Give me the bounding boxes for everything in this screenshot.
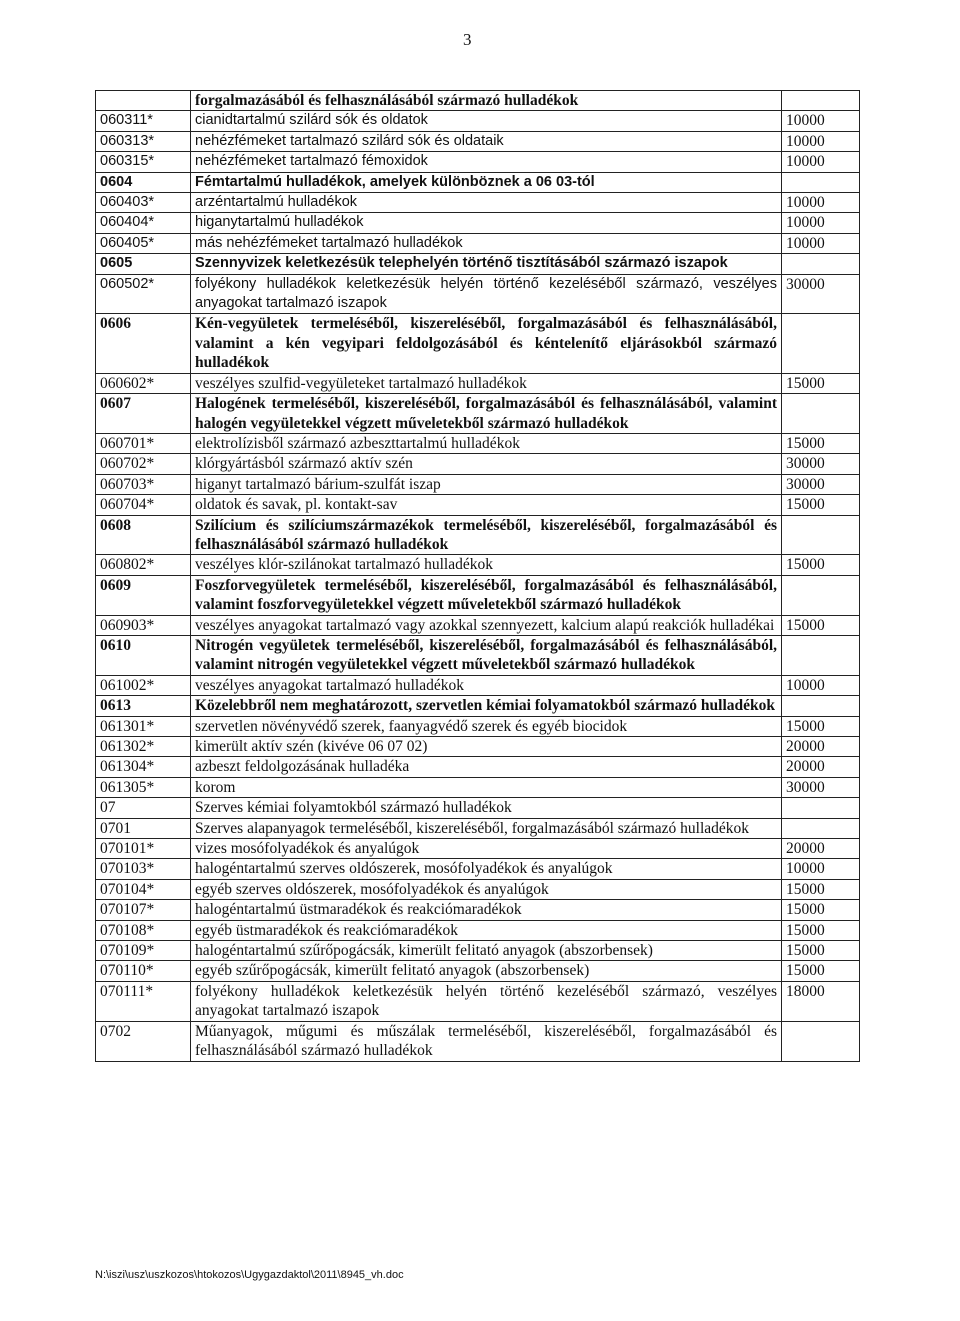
amount-cell: 20000	[782, 839, 860, 859]
amount-cell: 10000	[782, 233, 860, 253]
amount-cell	[782, 172, 860, 192]
amount-cell: 15000	[782, 615, 860, 635]
amount-cell	[782, 575, 860, 615]
table-row	[96, 1021, 860, 1061]
amount-cell: 15000	[782, 879, 860, 899]
table-row	[96, 454, 860, 474]
waste-code-cell: 060315*	[96, 152, 191, 172]
waste-code-cell: 0604	[96, 172, 191, 192]
table-row	[96, 981, 860, 1021]
table-row	[96, 254, 860, 274]
amount-cell: 10000	[782, 111, 860, 131]
waste-code-cell: 070101*	[96, 839, 191, 859]
description-cell: más nehézfémeket tartalmazó hulladékok	[191, 233, 782, 253]
table-row	[96, 675, 860, 695]
table-row	[96, 373, 860, 393]
table-row	[96, 961, 860, 981]
description-cell: Közelebbről nem meghatározott, szervetlen kémiai folyamatokból származó hulladékok	[191, 696, 782, 716]
table-row	[96, 696, 860, 716]
table-row	[96, 635, 860, 675]
table-row	[96, 818, 860, 838]
description-cell: egyéb szerves oldószerek, mosófolyadékok és anyalúgok	[191, 879, 782, 899]
waste-code-cell: 070107*	[96, 900, 191, 920]
table-row	[96, 193, 860, 213]
amount-cell	[782, 818, 860, 838]
table-row	[96, 777, 860, 797]
description-cell: azbeszt feldolgozásának hulladéka	[191, 757, 782, 777]
waste-code-cell: 060602*	[96, 373, 191, 393]
description-cell: Szerves kémiai folyamtokból származó hulladékok	[191, 798, 782, 818]
waste-code-cell: 070108*	[96, 920, 191, 940]
amount-cell: 10000	[782, 675, 860, 695]
description-cell: veszélyes klór-szilánokat tartalmazó hulladékok	[191, 555, 782, 575]
waste-code-cell: 060903*	[96, 615, 191, 635]
waste-code-cell: 061305*	[96, 777, 191, 797]
waste-code-cell	[96, 91, 191, 111]
waste-code-cell: 061301*	[96, 716, 191, 736]
table-row	[96, 131, 860, 151]
amount-cell	[782, 254, 860, 274]
table-row	[96, 495, 860, 515]
description-cell: veszélyes szulfid-vegyületeket tartalmazó hulladékok	[191, 373, 782, 393]
description-cell: nehézfémeket tartalmazó szilárd sók és oldataik	[191, 131, 782, 151]
description-cell: szervetlen növényvédő szerek, faanyagvédő szerek és egyéb biocidok	[191, 716, 782, 736]
amount-cell	[782, 635, 860, 675]
amount-cell: 15000	[782, 900, 860, 920]
amount-cell	[782, 394, 860, 434]
waste-code-table	[95, 90, 860, 1062]
description-cell: Fémtartalmú hulladékok, amelyek különböznek a 06 03-tól	[191, 172, 782, 192]
amount-cell	[782, 1021, 860, 1061]
description-cell: veszélyes anyagokat tartalmazó hulladékok	[191, 675, 782, 695]
description-cell: korom	[191, 777, 782, 797]
waste-code-cell: 060704*	[96, 495, 191, 515]
description-cell: forgalmazásából és felhasználásából származó hulladékok	[191, 91, 782, 111]
table-row	[96, 859, 860, 879]
amount-cell	[782, 696, 860, 716]
description-cell: nehézfémeket tartalmazó fémoxidok	[191, 152, 782, 172]
table-row	[96, 172, 860, 192]
amount-cell: 30000	[782, 777, 860, 797]
description-cell: Szennyvizek keletkezésük telephelyén történő tisztításából származó iszapok	[191, 254, 782, 274]
table-row	[96, 615, 860, 635]
description-cell: Halogének termeléséből, kiszereléséből, forgalmazásából és felhasználásából, valamint halogén vegyületekkel végzett műveletekből származó hulladékok	[191, 394, 782, 434]
description-cell: folyékony hulladékok keletkezésük helyén történő kezeléséből származó, veszélyes anyagokat tartalmazó iszapok	[191, 981, 782, 1021]
table-row	[96, 900, 860, 920]
waste-code-cell: 0701	[96, 818, 191, 838]
waste-code-cell: 060403*	[96, 193, 191, 213]
table-row	[96, 515, 860, 555]
description-cell: egyéb üstmaradékok és reakciómaradékok	[191, 920, 782, 940]
table-row	[96, 798, 860, 818]
table-row	[96, 111, 860, 131]
description-cell: klórgyártásból származó aktív szén	[191, 454, 782, 474]
description-cell: halogéntartalmú üstmaradékok és reakciómaradékok	[191, 900, 782, 920]
amount-cell: 15000	[782, 961, 860, 981]
table-row	[96, 879, 860, 899]
description-cell: folyékony hulladékok keletkezésük helyén történő kezeléséből származó, veszélyes anyagokat tartalmazó iszapok	[191, 274, 782, 314]
table-row	[96, 737, 860, 757]
table-row	[96, 575, 860, 615]
page-number: 3	[463, 30, 472, 49]
table-row	[96, 839, 860, 859]
amount-cell	[782, 515, 860, 555]
amount-cell: 15000	[782, 433, 860, 453]
description-cell: oldatok és savak, pl. kontakt-sav	[191, 495, 782, 515]
waste-code-cell: 060702*	[96, 454, 191, 474]
description-cell: arzéntartalmú hulladékok	[191, 193, 782, 213]
description-cell: halogéntartalmú szerves oldószerek, mosófolyadékok és anyalúgok	[191, 859, 782, 879]
description-cell: Műanyagok, műgumi és műszálak termeléséből, kiszereléséből, forgalmazásából és felhasználásából származó hulladékok	[191, 1021, 782, 1061]
waste-code-cell: 0607	[96, 394, 191, 434]
waste-code-cell: 061304*	[96, 757, 191, 777]
amount-cell: 10000	[782, 859, 860, 879]
waste-code-cell: 060404*	[96, 213, 191, 233]
waste-code-cell: 0613	[96, 696, 191, 716]
waste-code-cell: 060311*	[96, 111, 191, 131]
amount-cell: 15000	[782, 373, 860, 393]
description-cell: higanyt tartalmazó bárium-szulfát iszap	[191, 474, 782, 494]
amount-cell: 20000	[782, 737, 860, 757]
waste-code-cell: 060703*	[96, 474, 191, 494]
amount-cell: 10000	[782, 131, 860, 151]
waste-code-cell: 061002*	[96, 675, 191, 695]
waste-code-cell: 0606	[96, 314, 191, 373]
table-row	[96, 213, 860, 233]
table-row	[96, 274, 860, 314]
description-cell: vizes mosófolyadékok és anyalúgok	[191, 839, 782, 859]
amount-cell: 10000	[782, 213, 860, 233]
table-row	[96, 757, 860, 777]
waste-code-cell: 070104*	[96, 879, 191, 899]
amount-cell: 20000	[782, 757, 860, 777]
amount-cell: 10000	[782, 193, 860, 213]
waste-code-cell: 0608	[96, 515, 191, 555]
description-cell: Foszforvegyületek termeléséből, kiszereléséből, forgalmazásából és felhasználásából, valamint foszforvegyületekkel végzett műveletekből származó hulladékok	[191, 575, 782, 615]
table-row	[96, 433, 860, 453]
amount-cell: 30000	[782, 474, 860, 494]
description-cell: Szilícium és szilíciumszármazékok termeléséből, kiszereléséből, forgalmazásából és felhasználásából származó hulladékok	[191, 515, 782, 555]
waste-code-cell: 0605	[96, 254, 191, 274]
table-row	[96, 716, 860, 736]
description-cell: higanytartalmú hulladékok	[191, 213, 782, 233]
waste-code-cell: 060313*	[96, 131, 191, 151]
description-cell: Nitrogén vegyületek termeléséből, kiszereléséből, forgalmazásából és felhasználásából, valamint nitrogén vegyületekkel végzett műveletekből származó hulladékok	[191, 635, 782, 675]
amount-cell: 18000	[782, 981, 860, 1021]
table-row	[96, 555, 860, 575]
waste-code-cell: 070110*	[96, 961, 191, 981]
amount-cell	[782, 314, 860, 373]
table-row	[96, 394, 860, 434]
amount-cell: 10000	[782, 152, 860, 172]
description-cell: veszélyes anyagokat tartalmazó vagy azokkal szennyezett, kalcium alapú reakciók hulladékai	[191, 615, 782, 635]
amount-cell: 15000	[782, 941, 860, 961]
description-cell: kimerült aktív szén (kivéve 06 07 02)	[191, 737, 782, 757]
amount-cell: 15000	[782, 920, 860, 940]
amount-cell: 15000	[782, 555, 860, 575]
waste-code-cell: 070103*	[96, 859, 191, 879]
description-cell: cianidtartalmú szilárd sók és oldatok	[191, 111, 782, 131]
description-cell: Szerves alapanyagok termeléséből, kiszereléséből, forgalmazásából származó hulladékok	[191, 818, 782, 838]
table-row	[96, 314, 860, 373]
table-body	[96, 91, 860, 1062]
waste-code-cell: 060802*	[96, 555, 191, 575]
amount-cell: 30000	[782, 274, 860, 314]
table-row	[96, 920, 860, 940]
waste-code-cell: 060405*	[96, 233, 191, 253]
table-row	[96, 233, 860, 253]
description-cell: Kén-vegyületek termeléséből, kiszereléséből, forgalmazásából és felhasználásából, valamint a kén vegyipari feldolgozásából és kéntelenítő eljárásokból származó hulladékok	[191, 314, 782, 373]
amount-cell	[782, 91, 860, 111]
waste-code-cell: 070111*	[96, 981, 191, 1021]
waste-code-cell: 0610	[96, 635, 191, 675]
footer-file-path: N:\iszi\usz\uszkozos\htokozos\Ugygazdaktol\2011\8945_vh.doc	[95, 1269, 404, 1281]
table-row	[96, 91, 860, 111]
waste-code-cell: 07	[96, 798, 191, 818]
amount-cell: 15000	[782, 495, 860, 515]
amount-cell: 30000	[782, 454, 860, 474]
amount-cell: 15000	[782, 716, 860, 736]
waste-code-cell: 060502*	[96, 274, 191, 314]
waste-code-cell: 070109*	[96, 941, 191, 961]
description-cell: halogéntartalmú szűrőpogácsák, kimerült felitató anyagok (abszorbensek)	[191, 941, 782, 961]
table-row	[96, 152, 860, 172]
amount-cell	[782, 798, 860, 818]
waste-code-cell: 0702	[96, 1021, 191, 1061]
waste-code-cell: 0609	[96, 575, 191, 615]
table-row	[96, 941, 860, 961]
waste-code-cell: 061302*	[96, 737, 191, 757]
waste-code-cell: 060701*	[96, 433, 191, 453]
description-cell: egyéb szűrőpogácsák, kimerült felitató anyagok (abszorbensek)	[191, 961, 782, 981]
description-cell: elektrolízisből származó azbeszttartalmú hulladékok	[191, 433, 782, 453]
table-row	[96, 474, 860, 494]
